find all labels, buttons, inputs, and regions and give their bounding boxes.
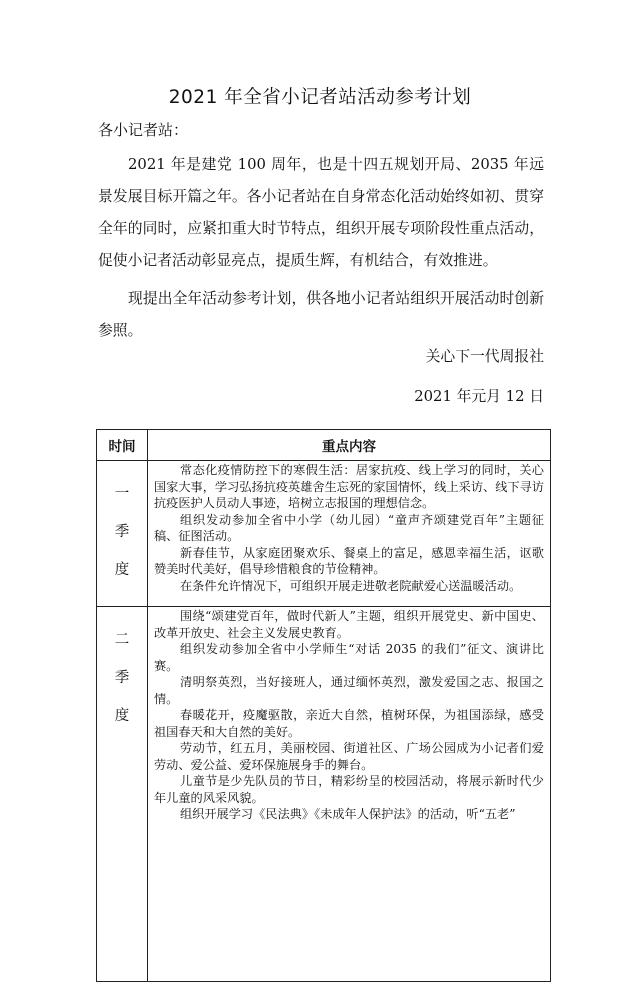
- season-char: 一: [114, 486, 130, 502]
- salutation: 各小记者站：: [98, 121, 189, 139]
- content-cell-q1: [148, 461, 551, 607]
- content-item: 组织发动参加全省中小学师生“对话 2035 的我们”征文、演讲比赛。: [154, 642, 544, 673]
- season-char: 度: [114, 708, 130, 724]
- body-paragraph-2: 现提出全年活动参考计划，供各地小记者站组织开展活动时创新参照。: [98, 290, 544, 339]
- season-char: 季: [114, 670, 130, 686]
- content-item: 儿童节是少先队员的节日，精彩纷呈的校园活动，将展示新时代少年儿童的风采风貌。: [154, 774, 544, 805]
- content-item: 清明祭英烈，当好接班人，通过缅怀英烈，激发爱国之志、报国之情。: [154, 675, 544, 706]
- season-cell-q1: [97, 461, 148, 607]
- table-row-q2: [97, 607, 551, 982]
- content-cell-q2: [148, 607, 551, 982]
- content-item: 组织发动参加全省中小学（幼儿园）“童声齐颂建党百年”主题征稿、征图活动。: [154, 512, 544, 543]
- table-header-row: [97, 430, 551, 461]
- table-row-q1: [97, 461, 551, 607]
- document-title: 2021 年全省小记者站活动参考计划: [168, 87, 472, 108]
- activity-plan-table: [96, 429, 551, 982]
- content-item: 劳动节，红五月，美丽校园、街道社区、广场公园成为小记者们爱劳动、爱公益、爱环保施展身手的舞台。: [154, 741, 544, 772]
- content-item: 围绕“颂建党百年，做时代新人”主题，组织开展党史、新中国史、改革开放史、社会主义发展史教育。: [154, 609, 544, 640]
- body-paragraph-1: 2021 年是建党 100 周年，也是十四五规划开局、2035 年远景发展目标开篇之年。各小记者站在自身常态化活动始终如初、贯穿全年的同时，应紧扣重大时节特点，组织开展专项阶段性重点活动，促使小记者活动彰显亮点，提质生辉，有机结合，有效推进。: [98, 156, 544, 269]
- season-char: 度: [114, 562, 130, 578]
- header-content: 重点内容: [148, 430, 551, 461]
- season-char: 季: [114, 524, 130, 540]
- content-item: 春暖花开，疫魔驱散，亲近大自然，植树环保，为祖国添绿，感受祖国春天和大自然的美好。: [154, 708, 544, 739]
- document-date: 2021 年元月 12 日: [414, 388, 544, 405]
- content-item: 在条件允许情况下，可组织开展走进敬老院献爱心送温暖活动。: [180, 578, 522, 593]
- content-item: 组织开展学习《民法典》《未成年人保护法》的活动，听“五老”: [180, 807, 516, 821]
- season-char: 二: [114, 632, 130, 648]
- header-time: 时间: [97, 430, 148, 461]
- content-item: 常态化疫情防控下的寒假生活：居家抗疫、线上学习的同时，关心国家大事，学习弘扬抗疫英雄舍生忘死的家国情怀，线上采访、线下寻访抗疫医护人员动人事迹，培树立志报国的理想信念。: [154, 463, 544, 510]
- content-item: 新春佳节，从家庭团聚欢乐、餐桌上的富足，感恩幸福生活，讴歌赞美时代美好，倡导珍惜粮食的节俭精神。: [154, 545, 544, 576]
- season-cell-q2: [97, 607, 148, 982]
- signature: 关心下一代周报社: [425, 348, 544, 365]
